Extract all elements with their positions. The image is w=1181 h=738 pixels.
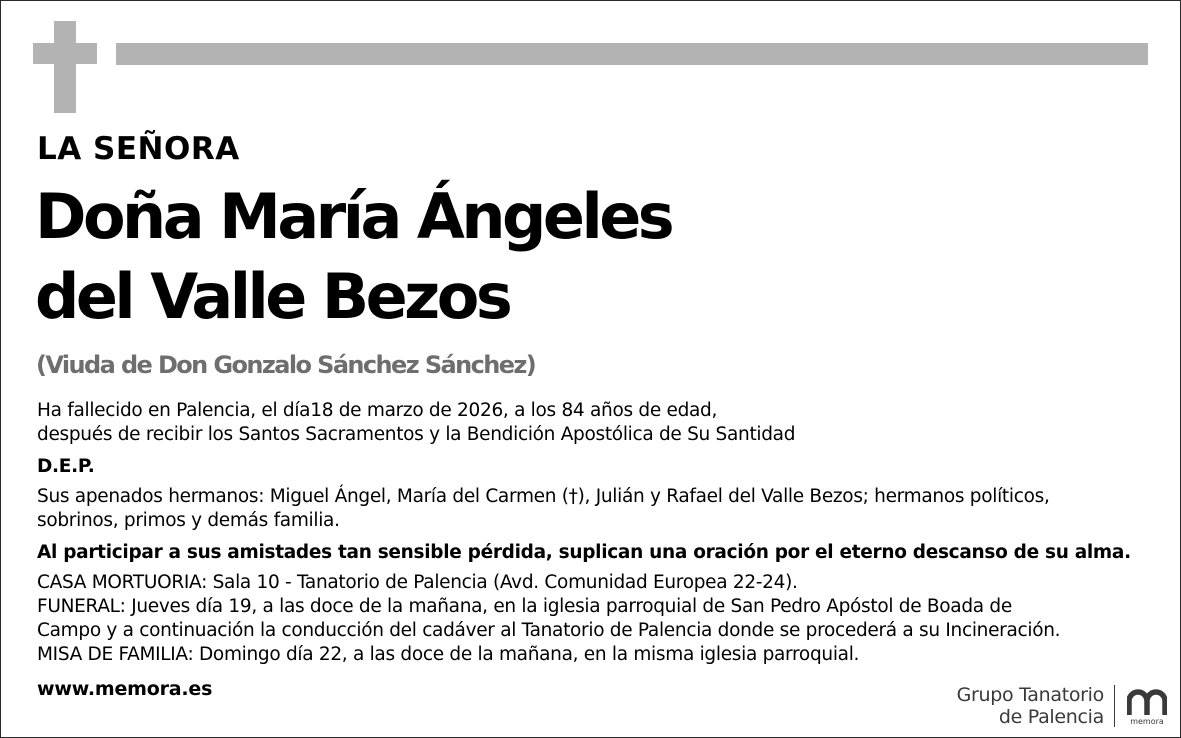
company-line-1: Grupo Tanatorio xyxy=(956,684,1104,706)
prayer-request: Al participar a sus amistades tan sensible pérdida, suplican una oración por el eterno descanso de su alma. xyxy=(37,542,1131,563)
memora-logo-icon xyxy=(1127,687,1167,726)
header-bar xyxy=(116,43,1148,65)
company-name xyxy=(957,684,1104,728)
brand-name: memora xyxy=(1130,716,1164,726)
name-line-1: Doña María Ángeles xyxy=(35,180,672,253)
website-link[interactable]: www.memora.es xyxy=(37,678,213,700)
casa-mortuoria: CASA MORTUORIA: Sala 10 - Tanatorio de Palencia (Avd. Comunidad Europea 22-24). xyxy=(37,572,798,593)
rip: D.E.P. xyxy=(37,456,95,477)
family-line-1: Sus apenados hermanos: Miguel Ángel, María del Carmen (†), Julián y Rafael del Valle Bezos; hermanos políticos, xyxy=(37,486,1050,507)
deceased-name xyxy=(35,177,671,337)
cross-icon xyxy=(33,21,97,113)
family-mass: MISA DE FAMILIA: Domingo día 22, a las doce de la mañana, en la misma iglesia parroquial. xyxy=(37,644,860,665)
death-line-1: Ha fallecido en Palencia, el día18 de marzo de 2026, a los 84 años de edad, xyxy=(37,400,718,421)
funeral-line-1: FUNERAL: Jueves día 19, a las doce de la mañana, en la iglesia parroquial de San Pedro Apóstol de Boada de xyxy=(37,596,1012,617)
company-line-2: de Palencia xyxy=(998,706,1104,728)
title-prefix: LA SEÑORA xyxy=(37,131,240,167)
family-line-2: sobrinos, primos y demás familia. xyxy=(37,510,340,531)
death-line-2: después de recibir los Santos Sacramentos y la Bendición Apostólica de Su Santidad xyxy=(37,424,796,445)
funeral-line-2: Campo y a continuación la conducción del cadáver al Tanatorio de Palencia donde se procederá a su Incineración. xyxy=(37,620,1061,641)
company-logo xyxy=(957,684,1167,728)
name-line-2: del Valle Bezos xyxy=(35,260,510,333)
notice-body xyxy=(37,399,1157,667)
logo-divider xyxy=(1114,685,1115,727)
widow-of: (Viuda de Don Gonzalo Sánchez Sánchez) xyxy=(36,351,536,379)
